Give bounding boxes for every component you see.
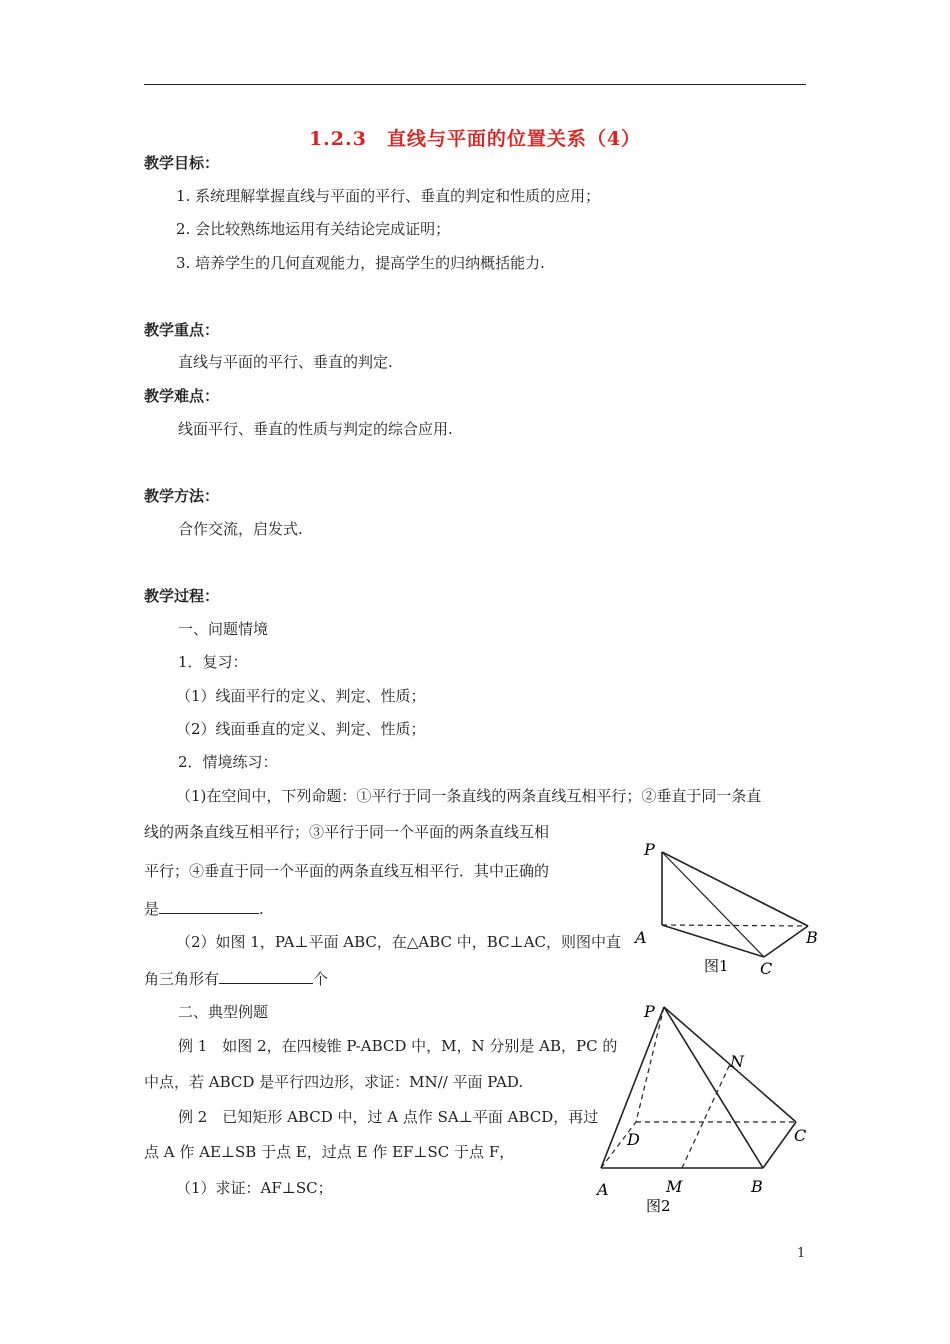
label-M: M [666,1177,683,1196]
key-points-heading: 教学重点： [144,321,220,339]
label-C: C [794,1126,807,1145]
process-heading: 教学过程： [144,587,220,605]
question2-line2 [144,968,328,989]
review-item-2: （2）线面垂直的定义、判定、性质； [176,720,426,738]
edge-BC [763,1122,796,1168]
answer-blank-1[interactable] [159,898,259,914]
objective-item-1: 1. 系统理解掌握直线与平面的平行、垂直的判定和性质的应用； [176,187,601,205]
label-N: N [730,1052,744,1071]
edge-AB-hidden [662,925,808,926]
figure-1-diagram [620,830,830,980]
edge-PB [662,852,808,926]
page-number: 1 [797,1246,806,1261]
section-problem-situation: 一、问题情境 [178,620,269,638]
figure-1-caption: 图1 [704,957,729,975]
question1-line4 [144,898,264,919]
label-C: C [760,959,773,978]
question1-line2: 线的两条直线互相平行；③平行于同一个平面的两条直线互相 [144,823,550,841]
segment-MN-hidden [682,1064,730,1168]
question2-prefix: 角三角形有 [144,970,220,988]
label-B: B [806,928,818,947]
key-points-text: 直线与平面的平行、垂直的判定. [178,353,393,371]
question1-prefix: 是 [144,900,160,918]
objective-item-2: 2. 会比较熟练地运用有关结论完成证明； [176,220,451,238]
label-A: A [597,1180,609,1199]
example1-line1: 例 1 如图 2，在四棱锥 P-ABCD 中，M，N 分别是 AB，PC 的 [178,1037,618,1055]
edge-PB [664,1007,763,1168]
label-P: P [644,1002,655,1021]
objectives-heading: 教学目标： [144,154,220,172]
figure-2-diagram [580,995,830,1220]
example1-line2: 中点，若 ABCD 是平行四边形，求证：MN// 平面 PAD. [144,1073,524,1091]
section-typical-examples: 二、典型例题 [178,1003,269,1021]
question1-line1: （1)在空间中，下列命题：①平行于同一条直线的两条直线互相平行；②垂直于同一条直 [176,787,762,805]
label-B: B [751,1177,763,1196]
review-label: 1．复习： [178,653,248,671]
answer-blank-2[interactable] [219,968,313,984]
header-rule [144,84,806,85]
practice-label: 2．情境练习： [178,753,278,771]
question1-line3: 平行；④垂直于同一个平面的两条直线互相平行．其中正确的 [144,862,550,880]
example2-line1: 例 2 已知矩形 ABCD 中，过 A 点作 SA⊥平面 ABCD，再过 [178,1108,599,1126]
example2-line2: 点 A 作 AE⊥SB 于点 E，过点 E 作 EF⊥SC 于点 F， [144,1143,515,1161]
difficulties-heading: 教学难点： [144,387,220,405]
question2-suffix: 个 [313,970,329,988]
edge-PD-hidden [636,1007,664,1122]
difficulties-text: 线面平行、垂直的性质与判定的综合应用. [178,420,453,438]
edge-CB [764,926,808,957]
question1-end: . [259,900,264,918]
label-P: P [644,840,655,859]
page-title: 1.2.3 直线与平面的位置关系（4） [308,128,642,150]
method-text: 合作交流，启发式. [178,520,303,538]
objective-item-3: 3. 培养学生的几何直观能力，提高学生的归纳概括能力. [176,254,545,272]
figure-2-caption: 图2 [646,1197,671,1215]
label-D: D [627,1130,640,1149]
label-A: A [635,928,647,947]
method-heading: 教学方法： [144,487,220,505]
example2-sub1: （1）求证：AF⊥SC； [176,1179,333,1197]
question2-line1: （2）如图 1，PA⊥平面 ABC，在△ABC 中，BC⊥AC，则图中直 [176,933,621,951]
review-item-1: （1）线面平行的定义、判定、性质； [176,687,426,705]
